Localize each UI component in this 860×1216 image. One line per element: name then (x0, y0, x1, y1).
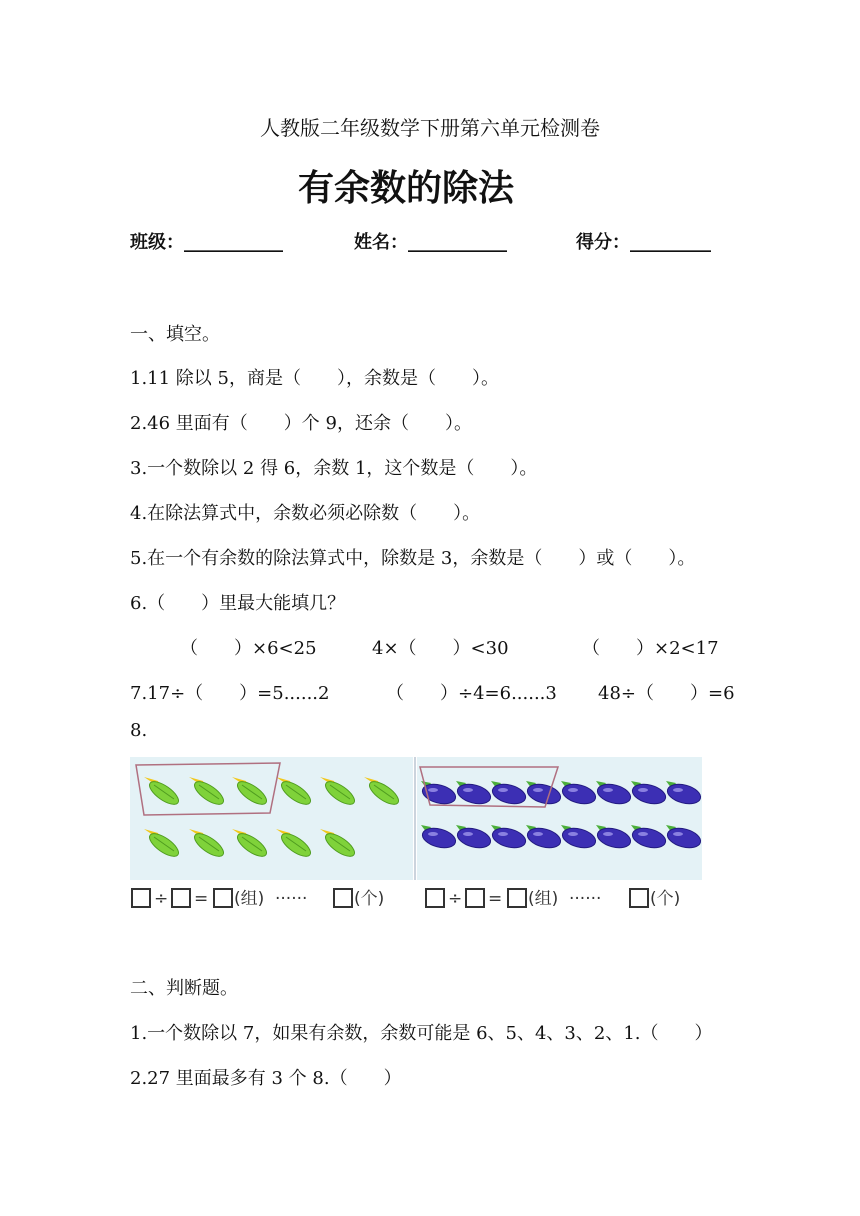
answer-box[interactable] (630, 889, 648, 907)
name-field: 姓名：___________ (354, 232, 507, 253)
question-7c: 48÷（ ）=6 (598, 683, 735, 704)
equals-sign: = (488, 889, 503, 909)
document-title: 有余数的除法 (298, 168, 515, 209)
question-6c: （ ）×2<17 (582, 638, 719, 659)
answer-box[interactable] (508, 889, 526, 907)
question-4: 4.在除法算式中，余数必须必除数（ ）。 (130, 503, 481, 524)
question-3: 3.一个数除以 2 得 6，余数 1，这个数是（ ）。 (130, 458, 538, 479)
group-unit: (组) (528, 889, 559, 909)
question-6: 6.（ ）里最大能填几？ (130, 593, 346, 614)
group-unit: (组) (234, 889, 265, 909)
question-8: 8. (130, 720, 148, 741)
answer-box[interactable] (132, 889, 150, 907)
item-unit: (个) (354, 889, 385, 909)
score-field: 得分：_________ (576, 232, 711, 253)
question-1: 1.11 除以 5，商是（ ），余数是（ ）。 (130, 368, 499, 389)
equals-sign: = (194, 889, 209, 909)
question-7b: （ ）÷4=6......3 (386, 683, 557, 704)
section1-heading: 一、填空。 (130, 324, 220, 345)
judge-question-2: 2.27 里面最多有 3 个 8.（ ） (130, 1068, 402, 1089)
judge-question-1: 1.一个数除以 7，如果有余数，余数可能是 6、5、4、3、2、1.（ ） (130, 1023, 713, 1044)
question-2: 2.46 里面有（ ）个 9，还余（ ）。 (130, 413, 472, 434)
class-field: 班级：___________ (130, 232, 283, 253)
question-6b: 4×（ ）<30 (372, 638, 509, 659)
document-subtitle: 人教版二年级数学下册第六单元检测卷 (260, 116, 600, 140)
question-5: 5.在一个有余数的除法算式中，除数是 3，余数是（ ）或（ ）。 (130, 548, 696, 569)
eggplant-equation (426, 889, 680, 909)
divide-sign: ÷ (448, 889, 463, 909)
question-6a: （ ）×6<25 (180, 638, 317, 659)
remainder-dots: ······ (275, 889, 308, 909)
remainder-dots: ······ (569, 889, 602, 909)
item-unit: (个) (650, 889, 681, 909)
answer-box[interactable] (214, 889, 232, 907)
answer-box[interactable] (334, 889, 352, 907)
corn-equation (132, 889, 384, 909)
answer-box[interactable] (426, 889, 444, 907)
grouping-figure (130, 757, 702, 912)
corn-panel (130, 757, 413, 880)
eggplant-panel (417, 757, 702, 880)
answer-box[interactable] (172, 889, 190, 907)
answer-box[interactable] (466, 889, 484, 907)
grouping-illustration (130, 757, 702, 912)
divide-sign: ÷ (154, 889, 169, 909)
section2-heading: 二、判断题。 (130, 978, 238, 999)
question-7a: 7.17÷（ ）=5......2 (130, 683, 330, 704)
